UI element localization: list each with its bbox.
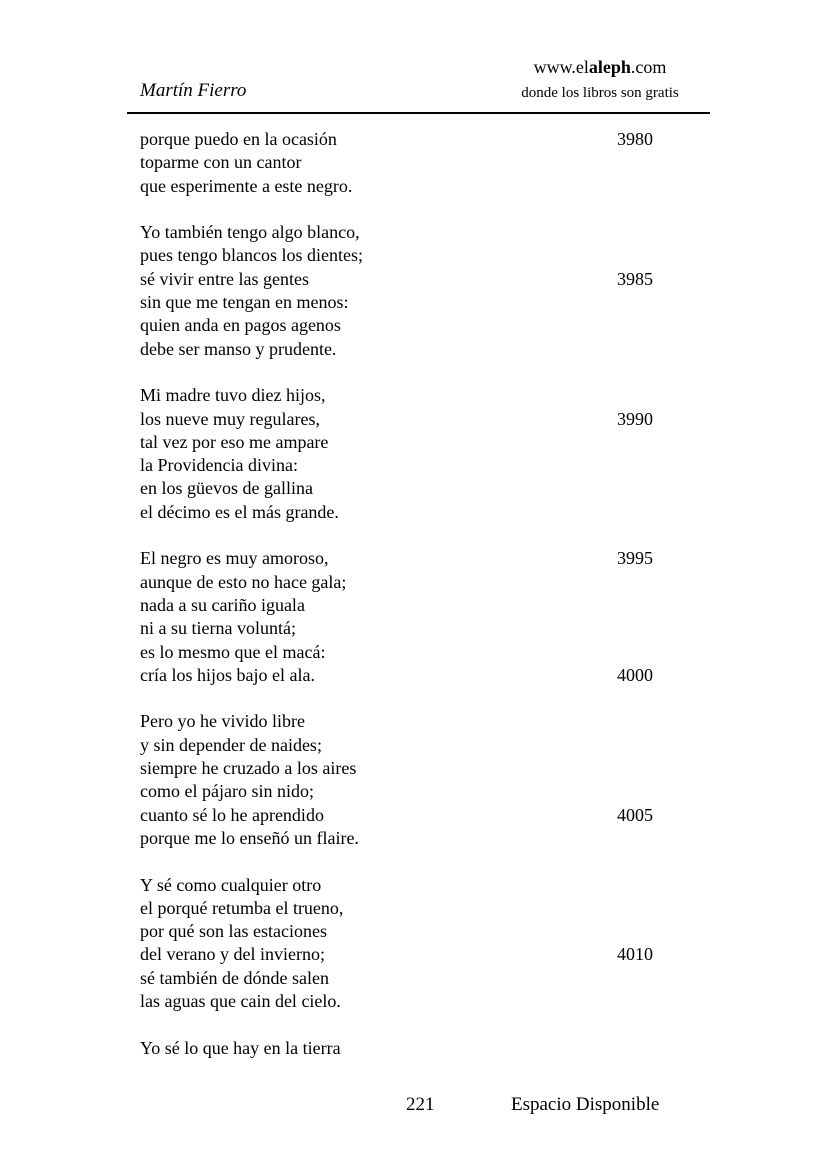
verse-line: [140, 1037, 700, 1060]
verse-line: [140, 780, 700, 803]
verse-line: [140, 571, 700, 594]
verse-text: nada a su cariño iguala: [140, 594, 305, 615]
verse-text: la Providencia divina:: [140, 455, 298, 476]
stanza: [140, 221, 700, 361]
poem-body: [140, 128, 700, 1083]
verse-line: [140, 454, 700, 477]
verse-line: [140, 314, 700, 337]
book-title: Martín Fierro: [140, 80, 247, 101]
verse-text: sé vivir entre las gentes: [140, 268, 309, 289]
verse-text: es lo mesmo que el macá:: [140, 641, 326, 662]
verse-line: [140, 221, 700, 244]
verse-line: [140, 920, 700, 943]
stanza: [140, 874, 700, 1014]
line-number: 4005: [617, 804, 653, 825]
header-divider: [127, 112, 710, 114]
verse-text: porque puedo en la ocasión: [140, 129, 337, 149]
verse-line: [140, 175, 700, 198]
verse-line: [140, 547, 700, 570]
verse-text: como el pájaro sin nido;: [140, 781, 314, 802]
line-number: 3995: [617, 548, 653, 569]
line-number: 3985: [617, 268, 653, 289]
verse-text: y sin depender de naides;: [140, 734, 322, 755]
verse-line: [140, 384, 700, 407]
site-url-brand: aleph: [588, 57, 631, 77]
verse-text: el porqué retumba el trueno,: [140, 897, 344, 918]
verse-line: [140, 617, 700, 640]
verse-text: Yo también tengo algo blanco,: [140, 222, 360, 243]
site-url-suffix: .com: [630, 57, 667, 77]
verse-text: aunque de esto no hace gala;: [140, 571, 347, 592]
verse-line: [140, 268, 700, 291]
verse-text: debe ser manso y prudente.: [140, 338, 337, 359]
verse-line: [140, 967, 700, 990]
verse-line: [140, 594, 700, 617]
verse-text: sin que me tengan en menos:: [140, 292, 349, 313]
verse-line: [140, 710, 700, 733]
stanza: [140, 128, 700, 198]
verse-text: quien anda en pagos agenos: [140, 315, 341, 336]
verse-text: por qué son las estaciones: [140, 921, 327, 942]
line-number: 3990: [617, 408, 653, 429]
verse-line: [140, 408, 700, 431]
verse-text: que esperimente a este negro.: [140, 175, 353, 196]
verse-line: [140, 128, 700, 151]
verse-line: [140, 431, 700, 454]
verse-text: El negro es muy amoroso,: [140, 548, 329, 569]
verse-text: tal vez por eso me ampare: [140, 431, 329, 452]
line-number: 4000: [617, 664, 653, 685]
verse-line: [140, 664, 700, 687]
verse-text: el décimo es el más grande.: [140, 501, 339, 522]
verse-text: pues tengo blancos los dientes;: [140, 245, 363, 266]
verse-line: [140, 804, 700, 827]
verse-text: del verano y del invierno;: [140, 944, 325, 965]
verse-text: las aguas que cain del cielo.: [140, 990, 341, 1011]
page-number: 221: [406, 1094, 435, 1115]
verse-line: [140, 151, 700, 174]
verse-text: Y sé como cualquier otro: [140, 874, 322, 895]
verse-text: cría los hijos bajo el ala.: [140, 664, 315, 685]
stanza: [140, 710, 700, 850]
verse-text: sé también de dónde salen: [140, 967, 329, 988]
site-url-prefix: www.el: [533, 57, 589, 77]
stanza: [140, 1037, 700, 1060]
verse-line: [140, 990, 700, 1013]
verse-line: [140, 641, 700, 664]
verse-text: Pero yo he vivido libre: [140, 711, 305, 732]
line-number: 4010: [617, 944, 653, 965]
verse-text: toparme con un cantor: [140, 152, 302, 173]
verse-line: [140, 897, 700, 920]
verse-line: [140, 943, 700, 966]
verse-line: [140, 734, 700, 757]
verse-text: ni a su tierna voluntá;: [140, 618, 296, 639]
site-tagline: donde los libros son gratis: [521, 85, 679, 101]
verse-text: Yo sé lo que hay en la tierra: [140, 1037, 341, 1058]
stanza: [140, 547, 700, 687]
stanza: [140, 384, 700, 524]
verse-text: cuanto sé lo he aprendido: [140, 804, 324, 825]
verse-line: [140, 244, 700, 267]
verse-line: [140, 501, 700, 524]
verse-text: siempre he cruzado a los aires: [140, 758, 357, 779]
verse-text: en los güevos de gallina: [140, 478, 313, 499]
verse-text: porque me lo enseñó un flaire.: [140, 827, 359, 848]
footer-note: Espacio Disponible: [511, 1094, 660, 1115]
verse-line: [140, 874, 700, 897]
verse-text: los nueve muy regulares,: [140, 408, 320, 429]
verse-text: Mi madre tuvo diez hijos,: [140, 385, 326, 406]
verse-line: [140, 338, 700, 361]
verse-line: [140, 827, 700, 850]
line-number: 3980: [617, 129, 653, 149]
verse-line: [140, 757, 700, 780]
verse-line: [140, 477, 700, 500]
verse-line: [140, 291, 700, 314]
site-url[interactable]: [500, 57, 700, 78]
